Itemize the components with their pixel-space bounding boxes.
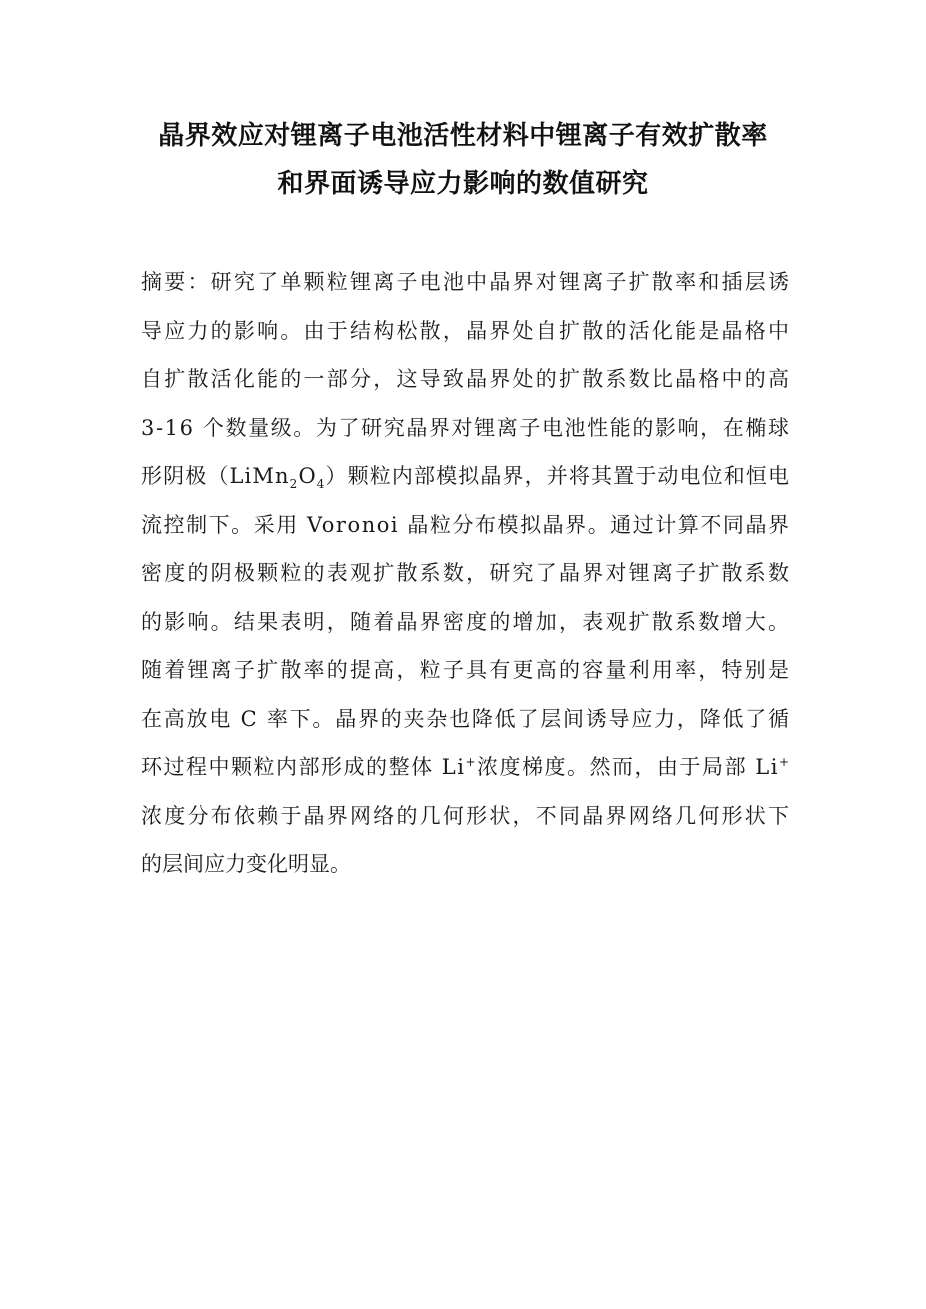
abstract-line-13 bbox=[141, 840, 789, 889]
abstract-line-5 bbox=[141, 452, 789, 501]
abstract-paragraph bbox=[141, 258, 792, 889]
abstract-text: 3-16 个数量级。为了研究晶界对锂离子电池性能的影响，在椭球 bbox=[141, 415, 791, 440]
abstract-text: 浓度梯度。然而，由于局部 Li bbox=[477, 755, 779, 779]
abstract-text: ）颗粒内部模拟晶界，并将其置于动电位和恒电 bbox=[325, 464, 791, 488]
abstract-text: 形阴极（LiMn bbox=[141, 464, 290, 488]
abstract-text: 的层间应力变化明显。 bbox=[141, 852, 351, 876]
abstract-text: 随着锂离子扩散率的提高，粒子具有更高的容量利用率，特别是 bbox=[141, 658, 792, 682]
document-title bbox=[120, 112, 806, 208]
abstract-text: 自扩散活化能的一部分，这导致晶界处的扩散系数比晶格中的高 bbox=[141, 367, 792, 391]
abstract-ion-line bbox=[141, 743, 791, 792]
abstract-text: 摘要：研究了单颗粒锂离子电池中晶界对锂离子扩散率和插层诱 bbox=[141, 270, 792, 294]
abstract-line-8 bbox=[141, 598, 792, 647]
abstract-line-9 bbox=[141, 646, 792, 695]
superscript: + bbox=[465, 755, 477, 769]
abstract-text: 导应力的影响。由于结构松散，晶界处自扩散的活化能是晶格中 bbox=[141, 318, 792, 343]
abstract-text: 浓度分布依赖于晶界网络的几何形状，不同晶界网络几何形状下 bbox=[141, 803, 792, 828]
title-line-1: 晶界效应对锂离子电池活性材料中锂离子有效扩散率 bbox=[158, 121, 768, 151]
abstract-line-12 bbox=[141, 792, 792, 841]
abstract-line-1 bbox=[141, 258, 792, 307]
abstract-line-11 bbox=[141, 743, 789, 792]
subscript: 4 bbox=[316, 477, 326, 492]
abstract-line-6 bbox=[141, 501, 789, 550]
abstract-text: 环过程中颗粒内部形成的整体 Li bbox=[141, 755, 466, 779]
abstract-text: 在高放电 C 率下。晶界的夹杂也降低了层间诱导应力，降低了循 bbox=[141, 706, 791, 731]
abstract-formula-line bbox=[141, 452, 790, 501]
abstract-line-2 bbox=[141, 307, 792, 356]
abstract-text: 密度的阴极颗粒的表观扩散系数，研究了晶界对锂离子扩散系数 bbox=[141, 561, 792, 585]
abstract-line-3 bbox=[141, 355, 792, 404]
superscript: + bbox=[778, 755, 791, 769]
abstract-text: O bbox=[298, 464, 317, 488]
abstract-text: 的影响。结果表明，随着晶界密度的增加，表观扩散系数增大。 bbox=[141, 609, 792, 634]
abstract-line-10 bbox=[141, 695, 789, 744]
abstract-line-4 bbox=[141, 404, 789, 453]
abstract-text: 流控制下。采用 Voronoi 晶粒分布模拟晶界。通过计算不同晶界 bbox=[141, 512, 791, 537]
abstract-line-7 bbox=[141, 549, 792, 598]
subscript: 2 bbox=[289, 477, 299, 492]
title-line-2: 和界面诱导应力影响的数值研究 bbox=[277, 169, 649, 199]
